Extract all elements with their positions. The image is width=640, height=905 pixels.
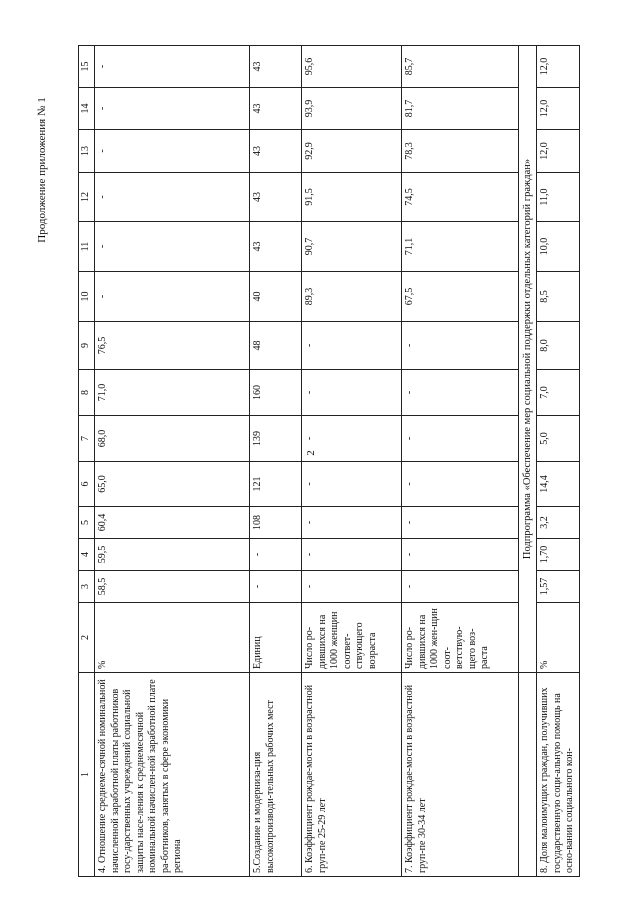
- table-row: [250, 46, 302, 877]
- value-cell: 43: [250, 46, 302, 88]
- table-row: [402, 46, 519, 877]
- value-cell: 11,0: [537, 173, 580, 222]
- value-cell: 68,0: [95, 416, 250, 462]
- indicator-unit: %: [537, 603, 580, 673]
- value-cell: -: [402, 322, 519, 370]
- value-cell: 12,0: [537, 130, 580, 173]
- value-cell: -: [302, 571, 402, 603]
- value-cell: 71,0: [95, 370, 250, 416]
- value-cell: 95,6: [302, 46, 402, 88]
- header-cell: 11: [79, 222, 95, 272]
- value-cell: 8,0: [537, 322, 580, 370]
- value-cell: -: [95, 88, 250, 130]
- rotated-table-wrapper: [78, 46, 576, 877]
- value-cell: 139: [250, 416, 302, 462]
- value-cell: -: [302, 462, 402, 507]
- value-cell: 76,5: [95, 322, 250, 370]
- value-cell: 7,0: [537, 370, 580, 416]
- value-cell: 89,3: [302, 272, 402, 322]
- value-cell: 85,7: [402, 46, 519, 88]
- value-cell: 91,5: [302, 173, 402, 222]
- value-cell: -: [302, 416, 402, 462]
- value-cell: 12,0: [537, 46, 580, 88]
- value-cell: 3,2: [537, 507, 580, 539]
- header-cell: 5: [79, 507, 95, 539]
- indicator-unit: Число ро-дившихся на 1000 женщин соответ-ствующего возраста: [302, 603, 402, 673]
- indicator-label: 6. Коэффициент рождае-мости в возрастной груп-пе 25-29 лет: [302, 673, 402, 877]
- indicator-unit: %: [95, 603, 250, 673]
- value-cell: 5,0: [537, 416, 580, 462]
- indicator-unit: Число ро-дившихся на 1000 жен-щин соот-ветствую-щего воз-раста: [402, 603, 519, 673]
- value-cell: 65,0: [95, 462, 250, 507]
- value-cell: 90,7: [302, 222, 402, 272]
- header-cell: 13: [79, 130, 95, 173]
- header-cell: 8: [79, 370, 95, 416]
- value-cell: -: [402, 571, 519, 603]
- value-cell: 10,0: [537, 222, 580, 272]
- value-cell: 8,5: [537, 272, 580, 322]
- indicator-label: 8. Доля малоимущих граждан, получивших государственную соци-альную помощь на осно-вании социального кон-: [537, 673, 580, 877]
- value-cell: 43: [250, 222, 302, 272]
- value-cell: -: [95, 222, 250, 272]
- header-cell: 4: [79, 539, 95, 571]
- value-cell: 67,5: [402, 272, 519, 322]
- value-cell: -: [250, 539, 302, 571]
- value-cell: 59,5: [95, 539, 250, 571]
- header-cell: 12: [79, 173, 95, 222]
- indicator-label: 7. Коэффициент рождае-мости в возрастной груп-пе 30-34 лет: [402, 673, 519, 877]
- header-cell: 7: [79, 416, 95, 462]
- value-cell: -: [402, 416, 519, 462]
- value-cell: -: [402, 462, 519, 507]
- value-cell: 81,7: [402, 88, 519, 130]
- value-cell: 43: [250, 88, 302, 130]
- value-cell: -: [302, 322, 402, 370]
- subprogram-title: Подпрограмма «Обеспечение мер социальной поддержки отдельных категорий граждан»: [519, 46, 537, 673]
- header-cell: 6: [79, 462, 95, 507]
- header-cell: 3: [79, 571, 95, 603]
- header-cell: 14: [79, 88, 95, 130]
- header-cell: 1: [79, 673, 95, 877]
- value-cell: 71,1: [402, 222, 519, 272]
- value-cell: 93,9: [302, 88, 402, 130]
- header-cell: 15: [79, 46, 95, 88]
- value-cell: -: [95, 130, 250, 173]
- value-cell: 160: [250, 370, 302, 416]
- value-cell: 74,5: [402, 173, 519, 222]
- value-cell: -: [402, 539, 519, 571]
- value-cell: -: [302, 370, 402, 416]
- value-cell: -: [250, 571, 302, 603]
- indicators-table: [78, 45, 580, 877]
- value-cell: 43: [250, 173, 302, 222]
- table-row: [302, 46, 402, 877]
- value-cell: 121: [250, 462, 302, 507]
- value-cell: 78,3: [402, 130, 519, 173]
- header-row: [79, 46, 95, 877]
- table-row: [537, 46, 580, 877]
- table-row: [95, 46, 250, 877]
- value-cell: 1,57: [537, 571, 580, 603]
- subprogram-spacer: [519, 673, 537, 877]
- subprogram-row: [519, 46, 537, 877]
- value-cell: 43: [250, 130, 302, 173]
- value-cell: 14,4: [537, 462, 580, 507]
- value-cell: -: [402, 370, 519, 416]
- indicator-unit: Единиц: [250, 603, 302, 673]
- value-cell: 1,70: [537, 539, 580, 571]
- value-cell: 58,5: [95, 571, 250, 603]
- header-cell: 2: [79, 603, 95, 673]
- value-cell: -: [402, 507, 519, 539]
- indicator-label: 4. Отношение среднеме-сячной номинальной начисленной заработной платы работников госу-дарственных учреждений социальной защиты насе-ления к среднемесячной номинальной начислен-ной заработной плате ра-ботников, занятых в сфере экономики региона: [95, 673, 250, 877]
- header-cell: 10: [79, 272, 95, 322]
- value-cell: -: [95, 46, 250, 88]
- value-cell: 48: [250, 322, 302, 370]
- value-cell: -: [95, 173, 250, 222]
- value-cell: -: [95, 272, 250, 322]
- value-cell: 12,0: [537, 88, 580, 130]
- header-cell: 9: [79, 322, 95, 370]
- value-cell: -: [302, 507, 402, 539]
- value-cell: 40: [250, 272, 302, 322]
- value-cell: 108: [250, 507, 302, 539]
- value-cell: 92,9: [302, 130, 402, 173]
- indicator-label: 5.Создание и модерниза-ция высокопроизводи-тельных рабочих мест: [250, 673, 302, 877]
- value-cell: 60,4: [95, 507, 250, 539]
- value-cell: -: [302, 539, 402, 571]
